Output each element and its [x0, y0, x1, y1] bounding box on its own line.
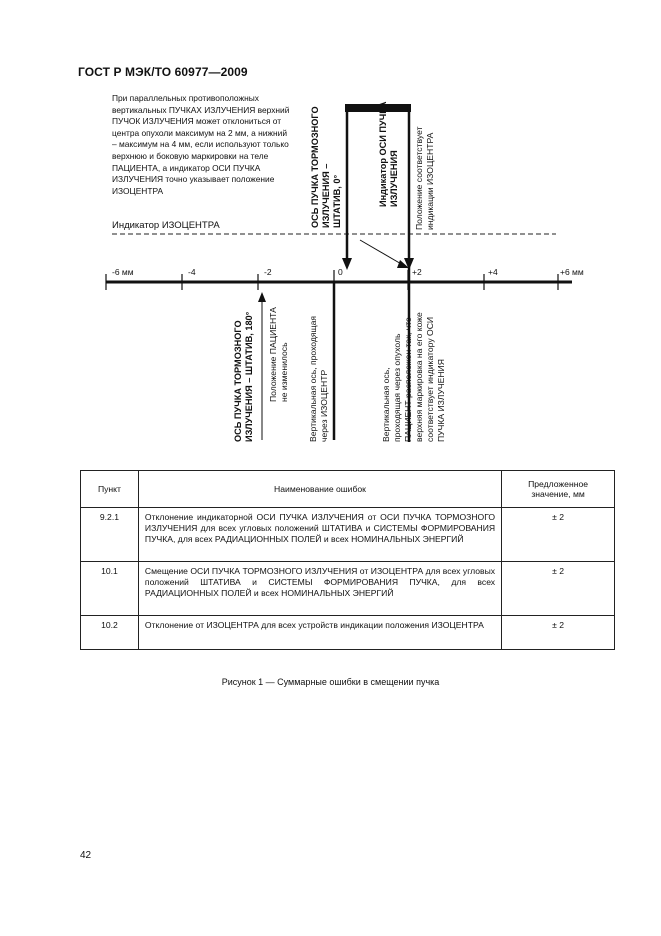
header-item: Пункт [81, 471, 139, 508]
label-beam-axis-0: ОСЬ ПУЧКА ТОРМОЗНОГО ИЗЛУЧЕНИЯ – ШТАТИВ, 0° [310, 106, 342, 228]
tick-label-neg2: -2 [264, 267, 272, 277]
row-name: Смещение ОСИ ПУЧКА ТОРМОЗНОГО ИЗЛУЧЕНИЯ от ИЗОЦЕНТРА для всех угловых положений ШТАТИВА и СИСТЕМЫ ФОРМИРОВАНИЯ ПУЧКА, для всех РАДИАЦИОННЫХ ПОЛЕЙ и всех НОМИНАЛЬНЫХ ЭНЕРГИЙ [138, 562, 501, 616]
beam-axis-0-arrow [342, 258, 352, 270]
label-vertical-axis: Вертикальная ось, проходящая через ИЗОЦЕНТР [308, 315, 329, 442]
tick-label-pos4: +4 [488, 267, 498, 277]
row-name: Отклонение индикаторной ОСИ ПУЧКА ИЗЛУЧЕНИЯ от ОСИ ПУЧКА ТОРМОЗНОГО ИЗЛУЧЕНИЯ для всех угловых положений ШТАТИВА и СИСТЕМЫ ФОРМИРОВАНИЯ ПУЧКА, для всех РАДИАЦИОННЫХ ПОЛЕЙ и всех НОМИНАЛЬНЫХ ЭНЕРГИЙ [138, 508, 501, 562]
label-indicator: Индикатор ОСИ ПУЧКА ИЗЛУЧЕНИЯ [378, 101, 399, 207]
document-header: ГОСТ Р МЭК/ТО 60977—2009 [78, 65, 248, 79]
tick-label-pos6: +6 мм [560, 267, 584, 277]
table-row [81, 562, 615, 616]
beam-axis-180-arrow [258, 292, 266, 302]
figure-note: При параллельных противоположных вертикальных ПУЧКАХ ИЗЛУЧЕНИЯ верхний ПУЧОК ИЗЛУЧЕНИЯ может отклониться от центра опухоли максимум на 2 мм, а нижний – максимум на 4 мм, если используют только верхнюю и боковую маркировки на теле ПАЦИЕНТА, а индикатор ОСИ ПУЧКА ИЗЛУЧЕНИЯ точно указывает положение ИЗОЦЕНТРА [112, 93, 290, 196]
row-value: ± 2 [502, 562, 615, 616]
errors-table [80, 470, 615, 650]
row-value: ± 2 [502, 508, 615, 562]
table-row [81, 508, 615, 562]
row-value: ± 2 [502, 616, 615, 650]
indicator-slant-line [360, 240, 403, 265]
tick-label-0: 0 [338, 267, 343, 277]
row-item: 10.2 [81, 616, 139, 650]
label-indicator-position: Положение соответствует индикации ИЗОЦЕНТРА [414, 126, 435, 230]
header-value: Предложенное значение, мм [502, 471, 615, 508]
tick-label-neg6: -6 мм [112, 267, 134, 277]
tick-label-pos2: +2 [412, 267, 422, 277]
header-name: Наименование ошибок [138, 471, 501, 508]
table-header-row [81, 471, 615, 508]
row-item: 10.1 [81, 562, 139, 616]
label-patient-not-moved: Положение ПАЦИЕНТА не изменилось [268, 307, 289, 402]
row-name: Отклонение от ИЗОЦЕНТРА для всех устройств индикации положения ИЗОЦЕНТРА [138, 616, 501, 650]
table-row [81, 616, 615, 650]
tick-label-neg4: -4 [188, 267, 196, 277]
label-patient-position: Вертикальная ось, проходящая через опухоль ПАЦИЕНТ расположен так, что верхняя маркировка на его коже соответствует индикатору ОСИ ПУЧКА ИЗЛУЧЕНИЯ [381, 312, 446, 442]
figure-caption: Рисунок 1 — Суммарные ошибки в смещении пучка [221, 677, 440, 687]
isocenter-indicator-label: Индикатор ИЗОЦЕНТРА [112, 220, 220, 231]
label-beam-axis-180: ОСЬ ПУЧКА ТОРМОЗНОГО ИЗЛУЧЕНИЯ – ШТАТИВ, 180° [233, 311, 254, 442]
page-number: 42 [80, 850, 92, 861]
row-item: 9.2.1 [81, 508, 139, 562]
